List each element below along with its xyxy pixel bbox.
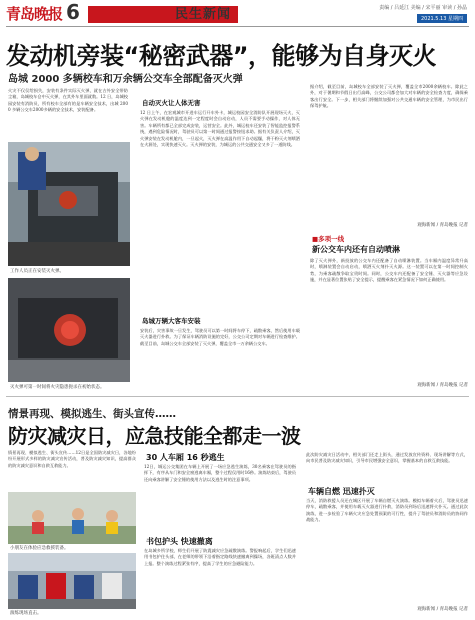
- story2-sub1-body: 12日，城运公交集团在车辆上开展了一场应急逃生演练，30名乘客在驾驶员的指挥下，有序从车门和安全窗逃离车厢，整个过程仅用时16秒。演练结束后，驾驶员还向乘客讲解了安全锤的使用方法以及逃生时的注意事项。: [144, 464, 296, 482]
- section-title: 民生新闻: [175, 7, 232, 22]
- sub2-title: 岛城万辆大客车安装: [142, 317, 201, 325]
- story1-sub3-body: 除了灭火弹外，新投放的公交车内还配备了自动喷淋装置。当车厢内温度异常升高时，喷淋装置会自动启动，喷洒灭火剂扑灭火源。这一装置可以在第一时间控制火势，为乘客疏散争取宝贵时间。同时，公交车内还配备了安全锤、灭火器等应急设施，并在显著位置张贴了安全提示，提醒乘客在紧急情况下如何正确使用。: [310, 258, 468, 283]
- photo-fireball: [8, 278, 130, 382]
- story2-kicker: 情景再现、模拟逃生、街头宣传……: [8, 408, 176, 420]
- story2-sub3-body: 当天，消防救援人员还在城区开展了车辆自燃灭火演练。模拟车辆着火后，驾驶员迅速停车，疏散乘客，并使用车载灭火器进行扑救，消防员到场后迅速将火扑灭。通过此次演练，进一步检验了车辆火灾应急处置预案的可行性，提升了驾驶员和消防员的协同作战能力。: [306, 498, 468, 523]
- story2-sub1-title: 30 人车厢 16 秒逃生: [146, 453, 225, 462]
- photo3-caption: 小朋友在体验应急救援装备。: [10, 546, 69, 551]
- story1-col3-body: 据介绍，截至目前，岛城校车全部安装了灭火弹，覆盖全市2000余辆校车。除此之外，对于暑期和节假日出行高峰，公交公司都会加大对车辆的安全检查力度，确保乘客出行安全。下一步，相关部门将继续加强对公共交通车辆的安全管理，为市民出行保驾护航。: [310, 84, 468, 109]
- story1-byline: 观海新闻 / 青岛晚报 记者: [417, 223, 468, 228]
- section-divider: [6, 396, 469, 397]
- main-subhead: 岛城 2000 多辆校车和万余辆公交车全部配备灭火弹: [8, 74, 243, 85]
- editors-line: 责编 / 吕延江 美编 / 宋平丽 审读 / 孙晶: [379, 5, 467, 11]
- story2-byline: 观海新闻 / 青岛晚报 记者: [417, 607, 468, 612]
- story2-lede: 情景再现、模拟逃生、街头宣传……12日是全国防灾减灾日，各地纷纷开展形式多样的防灾减灾宣传活动，普及防灾减灾知识，提高群众的防灾减灾意识和自救互救能力。: [8, 450, 136, 468]
- photo-installing: [8, 142, 130, 266]
- page-number: 6: [66, 0, 80, 24]
- newspaper-logo: 青岛晚报: [6, 5, 63, 23]
- drill-photo-art: [8, 553, 136, 609]
- photo1-caption: 工作人员正在安装灭火弹。: [10, 269, 64, 274]
- story1-byline-2: 观海新闻 / 青岛晚报 记者: [417, 383, 468, 388]
- story2-headline: 防灾减灾日，应急技能全都走一波: [8, 424, 301, 448]
- photo4-caption: 演练现场直击。: [10, 611, 42, 616]
- story2-sub3-title: 车辆自燃 迅速扑灭: [308, 487, 375, 496]
- photo-drill: [8, 553, 136, 609]
- main-headline: 发动机旁装“秘密武器”，能够为自身灭火: [6, 42, 437, 70]
- top-rule: [6, 26, 469, 27]
- story1-sub2-body: 安装后，灾害事故一旦发生，驾驶员可以第一时间将车停下，疏散乘客，然后使用车载灭火器进行扑救。为了保证车辆消防设施的完好，公交公司定期对车辆进行检查维护。截至目前，岛城公交车全部安装了灭火弹，覆盖全市一万余辆公交车。: [140, 328, 300, 346]
- photo-kids: [8, 492, 136, 544]
- sub1-title: 自动灭火让人体无害: [142, 99, 201, 107]
- masthead: [0, 0, 475, 26]
- more-tag: ■多项一线: [312, 235, 345, 243]
- fireball-photo-art: [8, 278, 130, 382]
- photo2-caption: 灭火弹可第一时间将火灾隐患扼杀在初始状态。: [10, 385, 105, 390]
- story2-col3-body: 此次防灾减灾日活动中，相关部门还走上街头，通过发放宣传资料、现场讲解等方式，向市民普及防灾减灾知识，引导市民增强安全意识，掌握基本的自救互救技能。: [306, 452, 468, 464]
- story1-sub1-body: 12 日上午，在宏观城市开进车运行开车外卡，城运校园安全消防队开展现场灭火，灭火弹在发动机舱的温度达到一定程度时会自动启动，人员不需要手动操作，对人体无害。车辆所有都已全部完成安装，运营安全。此外，城运校车还安装了智能监控报警系统，遇到危险情况时，驾驶员可以第一时间通过报警按钮求助。据有关负责人介绍，灭火弹安装在发动机舱内，一旦起火，灭火弹在高温作用下自动起爆，将干粉灭火剂喷洒在火源处，实现快速灭火。灭火弹的安装，为城运的公共交通安全又多了一道防线。: [140, 110, 300, 148]
- kids-photo-art: [8, 492, 136, 544]
- story2-sub2-title: 书包护头 快速撤离: [146, 537, 213, 546]
- story2-sub2-body: 在岛城多所学校，师生们开展了防震减灾应急疏散演练。警报响起后，学生们迅速用书包护住头部，在老师的带领下沿着指定路线快速撤离到操场，各班清点人数并上报。整个演练过程紧张有序，提高了学生的应急避险能力。: [144, 548, 296, 566]
- sub3-title: 新公交车内还有自动喷淋: [312, 245, 400, 254]
- date-badge: 2021.5.13 星期四: [417, 14, 467, 23]
- installing-photo-art: [8, 142, 130, 266]
- story1-lede: 火灾不仅仅给损失，安装有条件实际灭火弹，就在古外安全带防尘箱，岛城校车仓中灭火弹，在其外车里面就数。12 日，岛城校园安装有消防员，所有校车全部有的是车辆安全技术，出城 2000 多辆公交车2000多辆的安全技术，安装配备。: [8, 88, 128, 113]
